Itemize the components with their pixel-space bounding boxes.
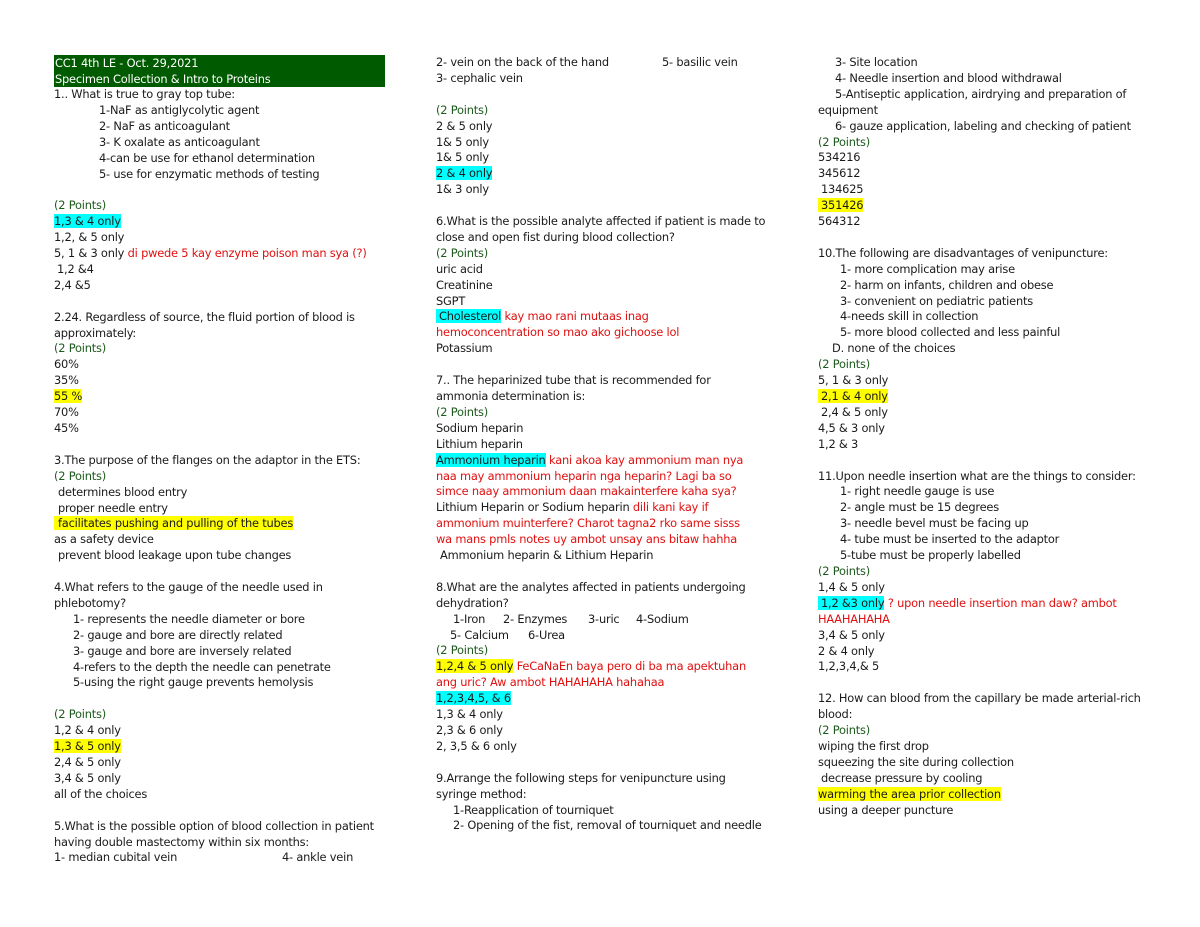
q11-points: (2 Points) — [818, 563, 870, 578]
q5-points: (2 Points) — [436, 102, 488, 117]
q9-item: 6- gauze application, labeling and checking of patient — [835, 118, 1131, 133]
column-1 — [54, 55, 384, 866]
q9-item: 2- Opening of the fist, removal of tourniquet and needle — [453, 818, 762, 833]
q9-choice: 534216 — [818, 150, 861, 165]
q11-item: 4- tube must be inserted to the adaptor — [840, 532, 1060, 547]
q3-choice: determines blood entry — [58, 484, 188, 499]
q5-choice: 1& 5 only — [436, 134, 489, 149]
q11-question: 11.Upon needle insertion what are the things to consider: — [818, 468, 1136, 483]
q10-choice: 1,2 & 3 — [818, 436, 859, 451]
q1-item: 3- K oxalate as anticoagulant — [99, 134, 260, 149]
q11-choice: 1,4 & 5 only — [818, 579, 885, 594]
q2-choice: 45% — [54, 421, 79, 435]
q5-choice-answer: 2 & 4 only — [436, 166, 493, 181]
q1-item: 1-NaF as antiglycolytic agent — [99, 102, 260, 117]
q7-choice-answer: Ammonium heparin — [436, 452, 546, 467]
q8-item: 2- Enzymes — [503, 611, 568, 626]
q8-points: (2 Points) — [436, 643, 488, 658]
q7-choice: Ammonium heparin & Lithium Heparin — [440, 548, 654, 563]
q8-choice: 1,3 & 4 only — [436, 707, 503, 722]
q3-question: 3.The purpose of the flanges on the adaptor in the ETS: — [54, 452, 361, 467]
doc-subtitle: Specimen Collection & Intro to Proteins — [54, 71, 385, 87]
doc-title: CC1 4th LE - Oct. 29,2021 — [54, 55, 385, 71]
q5-item: 5- basilic vein — [662, 55, 738, 69]
q4-choice-answer: 1,3 & 5 only — [54, 739, 121, 754]
q11-choice: 2 & 4 only — [818, 643, 875, 658]
q1-choice: 2,4 &5 — [54, 277, 91, 292]
q9-choice: 345612 — [818, 166, 861, 181]
q2-choice: 35% — [54, 373, 79, 388]
q10-item: 2- harm on infants, children and obese — [840, 277, 1054, 292]
q10-choice-answer: 2,1 & 4 only — [818, 389, 888, 403]
q5-question: 5.What is the possible option of blood collection in patient having double mastectomy within six months: — [54, 818, 374, 849]
q10-item: 3- convenient on pediatric patients — [840, 293, 1033, 308]
q9-points: (2 Points) — [818, 134, 870, 149]
q8-choice-marked: 1,2,4 & 5 only — [436, 659, 514, 674]
q11-item: 5-tube must be properly labelled — [840, 548, 1021, 563]
q2-choice-answer: 55 % — [54, 389, 83, 404]
q4-item: 5-using the right gauge prevents hemolysis — [73, 675, 314, 690]
q11-choice-answer: 1,2 &3 only — [818, 596, 884, 610]
q4-item: 2- gauge and bore are directly related — [73, 627, 283, 642]
q1-points: (2 Points) — [54, 198, 106, 213]
q1-choice: 1,2, & 5 only — [54, 230, 125, 245]
q11-note: ? upon needle insertion man daw? ambot — [887, 595, 1117, 610]
q8-item: 4-Sodium — [636, 611, 689, 626]
q6-choice: uric acid — [436, 261, 483, 276]
q3-choice-answer: facilitates pushing and pulling of the tubes — [54, 516, 293, 530]
q1-choice: 1,2 &4 — [57, 261, 94, 276]
q2-question: 2.24. Regardless of source, the fluid portion of blood is approximately: — [54, 309, 355, 340]
q4-choice: all of the choices — [54, 786, 148, 801]
q9-choice: 564312 — [818, 214, 861, 229]
q8-choice: 2, 3,5 & 6 only — [436, 738, 517, 753]
q8-choice: 2,3 & 6 only — [436, 723, 503, 737]
q10-item: D. none of the choices — [832, 341, 956, 356]
q8-item: 3-uric — [588, 611, 620, 626]
q1-item: 2- NaF as anticoagulant — [99, 118, 230, 133]
q9-item: 3- Site location — [835, 55, 918, 69]
q6-choice: Potassium — [436, 341, 493, 356]
q5-item: 3- cephalic vein — [436, 70, 523, 85]
q12-choice-answer: warming the area prior collection — [818, 786, 1001, 801]
q8-choice-answer: 1,2,3,4,5, & 6 — [436, 691, 511, 706]
q10-choice: 4,5 & 3 only — [818, 420, 885, 435]
q3-choice: as a safety device — [54, 532, 154, 547]
q12-choice: decrease pressure by cooling — [821, 770, 983, 785]
q4-choice: 1,2 & 4 only — [54, 723, 121, 738]
q3-choice: proper needle entry — [58, 500, 168, 515]
q7-choice: Sodium heparin — [436, 420, 524, 435]
q10-item: 1- more complication may arise — [840, 261, 1015, 276]
q8-note: ang uric? Aw ambot HAHAHAHA hahahaa — [436, 675, 665, 690]
q10-points: (2 Points) — [818, 357, 870, 372]
q1-choice-answer: 1,3 & 4 only — [54, 214, 121, 229]
q12-points: (2 Points) — [818, 723, 870, 738]
column-2 — [436, 55, 766, 834]
q11-note: HAAHAHAHA — [818, 611, 890, 626]
q11-item: 3- needle bevel must be facing up — [840, 516, 1029, 531]
q12-choice: using a deeper puncture — [818, 802, 954, 817]
q7-choice: Lithium Heparin or Sodium heparin — [436, 500, 630, 515]
q11-item: 1- right needle gauge is use — [840, 484, 995, 499]
q1-item: 4-can be use for ethanol determination — [99, 150, 315, 165]
q7-choice: Lithium heparin — [436, 436, 523, 451]
q7-note: dili kani kay if — [632, 500, 709, 515]
q10-choice: 5, 1 & 3 only — [818, 373, 889, 388]
q5-choice: 2 & 5 only — [436, 118, 493, 133]
q4-item: 1- represents the needle diameter or bore — [73, 611, 305, 626]
q8-question: 8.What are the analytes affected in patients undergoing dehydration? — [436, 579, 746, 610]
q7-note: ammonium muinterfere? Charot tagna2 rko same sisss — [436, 516, 740, 531]
q6-choice: SGPT — [436, 293, 466, 308]
q6-question: 6.What is the possible analyte affected if patient is made to close and open fist during blood collection? — [436, 214, 766, 244]
q12-choice: wiping the first drop — [818, 738, 929, 753]
q8-note: FeCaNaEn baya pero di ba ma apektuhan — [516, 659, 746, 674]
q10-item: 5- more blood collected and less painful — [840, 325, 1061, 340]
q9-choice-answer: 351426 — [818, 198, 863, 212]
q5-item: 4- ankle vein — [282, 850, 354, 865]
column-3 — [818, 55, 1153, 818]
q11-choice: 1,2,3,4,& 5 — [818, 659, 880, 674]
q10-item: 4-needs skill in collection — [840, 309, 979, 324]
q2-points: (2 Points) — [54, 341, 106, 356]
q9-question: 9.Arrange the following steps for venipuncture using syringe method: — [436, 770, 726, 801]
q6-choice: Creatinine — [436, 277, 493, 292]
q2-choice: 60% — [54, 357, 79, 372]
q6-choice-answer: Cholesterol — [436, 309, 501, 323]
q5-item: 1- median cubital vein — [54, 850, 178, 865]
q6-points: (2 Points) — [436, 245, 488, 260]
q4-choice: 3,4 & 5 only — [54, 770, 121, 785]
q7-points: (2 Points) — [436, 404, 488, 419]
q12-choice: squeezing the site during collection — [818, 754, 1014, 769]
q10-question: 10.The following are disadvantages of venipuncture: — [818, 245, 1108, 260]
q1-note: di pwede 5 kay enzyme poison man sya (?) — [127, 246, 367, 261]
q2-choice: 70% — [54, 405, 79, 420]
q5-item: 2- vein on the back of the hand — [436, 55, 609, 69]
q7-note: naa may ammonium heparin nga heparin? Lagi ba so — [436, 468, 732, 483]
q4-item: 3- gauge and bore are inversely related — [73, 643, 292, 658]
q4-points: (2 Points) — [54, 707, 106, 722]
q11-choice: 3,4 & 5 only — [818, 627, 885, 642]
q7-note: wa mans pmls notes uy ambot unsay ans bitaw hahha — [436, 532, 738, 547]
q7-question: 7.. The heparinized tube that is recommended for ammonia determination is: — [436, 373, 711, 403]
q10-choice: 2,4 & 5 only — [821, 404, 888, 419]
q7-note: simce naay ammonium daan makainterfere kaha sya? — [436, 484, 737, 499]
q4-choice: 2,4 & 5 only — [54, 754, 121, 769]
q8-item: 1-Iron — [453, 611, 486, 626]
q1-question: 1.. What is true to gray top tube: — [54, 87, 235, 101]
q5-choice: 1& 3 only — [436, 182, 489, 197]
q9-item: 4- Needle insertion and blood withdrawal — [835, 70, 1062, 85]
q8-item: 5- Calcium — [450, 627, 509, 642]
q4-item: 4-refers to the depth the needle can penetrate — [73, 659, 331, 674]
q9-item: 1-Reapplication of tourniquet — [453, 802, 614, 817]
q11-item: 2- angle must be 15 degrees — [840, 500, 999, 515]
q4-question: 4.What refers to the gauge of the needle used in phlebotomy? — [54, 580, 323, 610]
q9-choice: 134625 — [821, 182, 864, 197]
q3-points: (2 Points) — [54, 468, 106, 483]
q6-note: hemoconcentration so mao ako gichoose lol — [436, 325, 680, 340]
q3-choice: prevent blood leakage upon tube changes — [58, 548, 292, 563]
q7-note: kani akoa kay ammonium man nya — [549, 452, 744, 467]
q8-item: 6-Urea — [528, 627, 565, 642]
q12-question: 12. How can blood from the capillary be made arterial-rich blood: — [818, 691, 1141, 722]
q5-choice: 1& 5 only — [436, 150, 489, 165]
q6-note: kay mao rani mutaas inag — [504, 309, 649, 324]
q9-item: 5-Antiseptic application, airdrying and preparation of equipment — [818, 86, 1127, 117]
q1-choice: 5, 1 & 3 only — [54, 246, 125, 261]
q1-item: 5- use for enzymatic methods of testing — [99, 166, 320, 181]
